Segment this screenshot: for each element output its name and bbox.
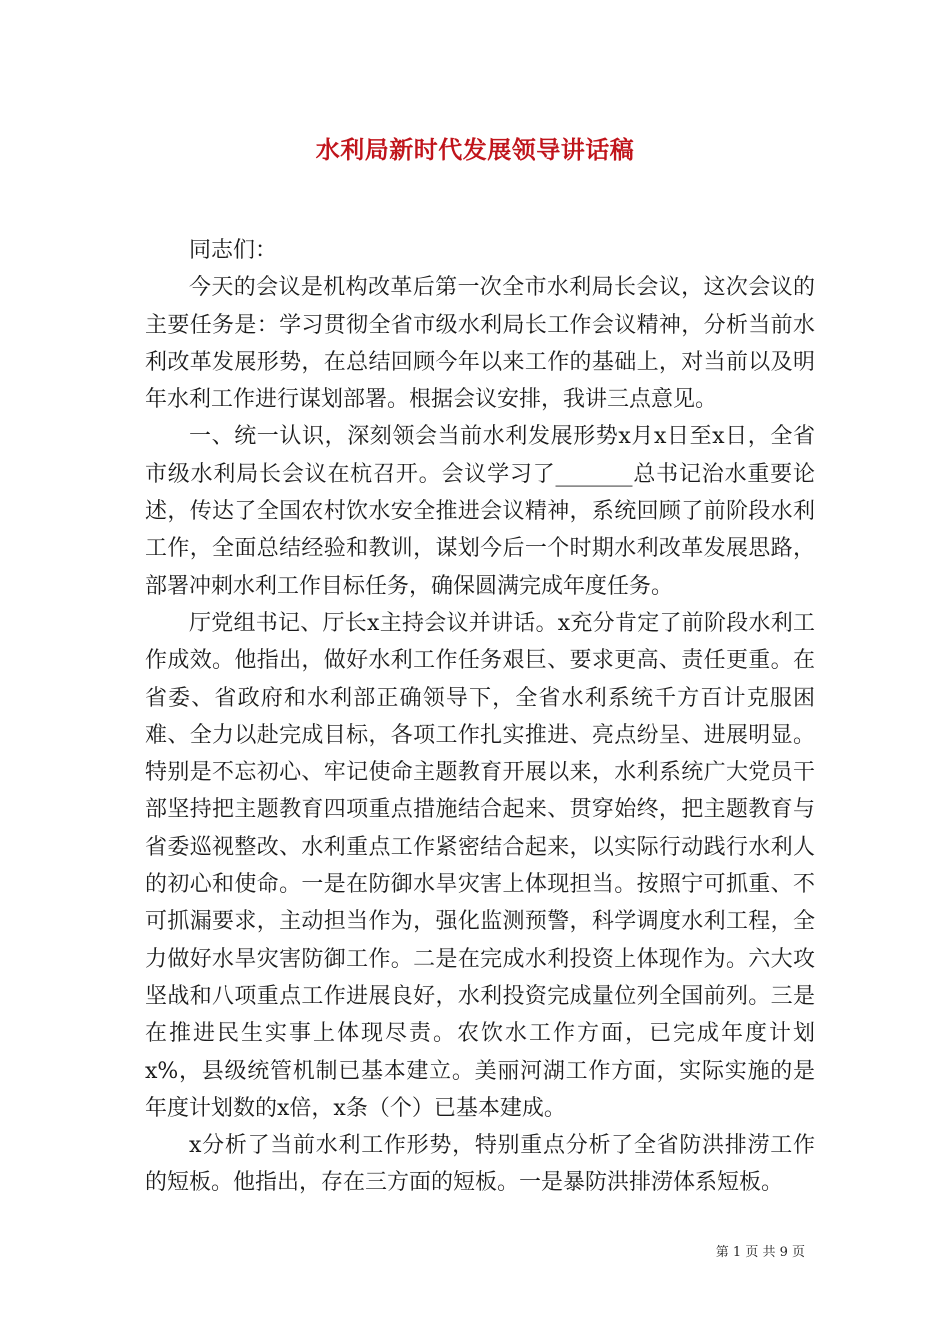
paragraph-analysis: x分析了当前水利工作形势，特别重点分析了全省防洪排涝工作的短板。他指出，存在三方面的短板。一是暴防洪排涝体系短板。 [145, 1133, 815, 1196]
paragraph-section-one: 一、统一认识，深刻领会当前水利发展形势x月x日至x日，全省市级水利局长会议在杭召开。会议学习了_______总书记治水重要论述，传达了全国农村饮水安全推进会议精神，系统回顾了前阶段水利工作，全面总结经验和教训，谋划今后一个时期水利改革发展思路，部署冲刺水利工作目标任务，确保圆满完成年度任务。 [145, 424, 815, 599]
page-number-footer: 第 1 页 共 9 页 [715, 1245, 805, 1260]
paragraph-achievements: 厅党组书记、厅长x主持会议并讲话。x充分肯定了前阶段水利工作成效。他指出，做好水利工作任务艰巨、要求更高、责任更重。在省委、省政府和水利部正确领导下，全省水利系统千方百计克服困难、全力以赴完成目标，各项工作扎实推进、亮点纷呈、进展明显。特别是不忘初心、牢记使命主题教育开展以来，水利系统广大党员干部坚持把主题教育四项重点措施结合起来、贯穿始终，把主题教育与省委巡视整改、水利重点工作紧密结合起来，以实际行动践行水利人的初心和使命。一是在防御水旱灾害上体现担当。按照宁可抓重、不可抓漏要求，主动担当作为，强化监测预警，科学调度水利工程，全力做好水旱灾害防御工作。二是在完成水利投资上体现作为。六大攻坚战和八项重点工作进展良好，水利投资完成量位列全国前列。三是在推进民生实事上体现尽责。农饮水工作方面，已完成年度计划x%，县级统管机制已基本建立。美丽河湖工作方面，实际实施的是年度计划数的x倍，x条（个）已基本建成。 [145, 610, 815, 1121]
document-body [145, 232, 815, 1202]
paragraph-intro: 今天的会议是机构改革后第一次全市水利局长会议，这次会议的主要任务是：学习贯彻全省市级水利局长工作会议精神，分析当前水利改革发展形势，在总结回顾今年以来工作的基础上，对当前以及明年水利工作进行谋划部署。根据会议安排，我讲三点意见。 [145, 275, 815, 413]
document-title: 水利局新时代发展领导讲话稿 [315, 135, 635, 164]
paragraph-salutation: 同志们： [189, 238, 278, 263]
